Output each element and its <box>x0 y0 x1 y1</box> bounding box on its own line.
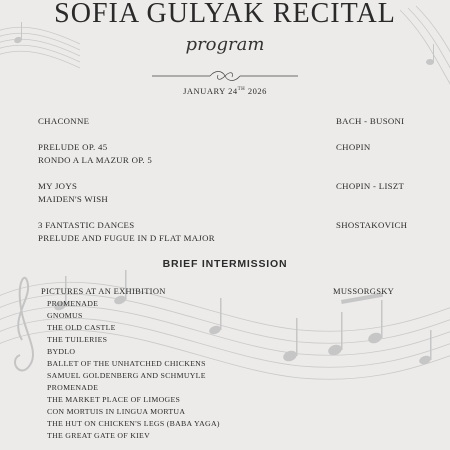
movement-item: CON MORTUIS IN LINGUA MORTUA <box>47 407 186 416</box>
piece-title: MY JOYS <box>38 181 78 191</box>
movement-item: BALLET OF THE UNHATCHED CHICKENS <box>47 359 206 368</box>
composer-name: CHOPIN <box>336 142 371 152</box>
piece-title: 3 FANTASTIC DANCES <box>38 220 135 230</box>
movement-item: GNOMUS <box>47 311 83 320</box>
piece-title: RONDO A LA MAZUR OP. 5 <box>38 155 153 165</box>
piece-title: PRELUDE OP. 45 <box>38 142 108 152</box>
movement-item: THE GREAT GATE OF KIEV <box>47 431 151 440</box>
recital-date: JANUARY 24TH 2026 <box>183 86 267 96</box>
movement-item: THE TUILERIES <box>47 335 108 344</box>
movement-item: BYDLO <box>47 347 76 356</box>
piece-title: PICTURES AT AN EXHIBITION <box>41 286 166 296</box>
movement-item: PROMENADE <box>47 383 99 392</box>
piece-title: PRELUDE AND FUGUE IN D FLAT MAJOR <box>38 233 215 243</box>
piece-title: MAIDEN'S WISH <box>38 194 109 204</box>
movement-item: THE MARKET PLACE OF LIMOGES <box>47 395 181 404</box>
intermission-heading: BRIEF INTERMISSION <box>162 258 288 270</box>
program-subtitle: program <box>185 34 265 55</box>
recital-title: SOFIA GULYAK RECITAL <box>54 0 396 29</box>
flourish-divider <box>150 68 300 84</box>
movement-item: THE HUT ON CHICKEN'S LEGS (BABA YAGA) <box>47 419 220 428</box>
composer-name: SHOSTAKOVICH <box>336 220 408 230</box>
composer-name: CHOPIN - LISZT <box>336 181 405 191</box>
composer-name: BACH - BUSONI <box>336 116 405 126</box>
piece-title: CHACONNE <box>38 116 90 126</box>
movement-item: SAMUEL GOLDENBERG AND SCHMUYLE <box>47 371 206 380</box>
movement-item: PROMENADE <box>47 299 99 308</box>
movement-item: THE OLD CASTLE <box>47 323 116 332</box>
composer-name: MUSSORGSKY <box>333 286 395 296</box>
